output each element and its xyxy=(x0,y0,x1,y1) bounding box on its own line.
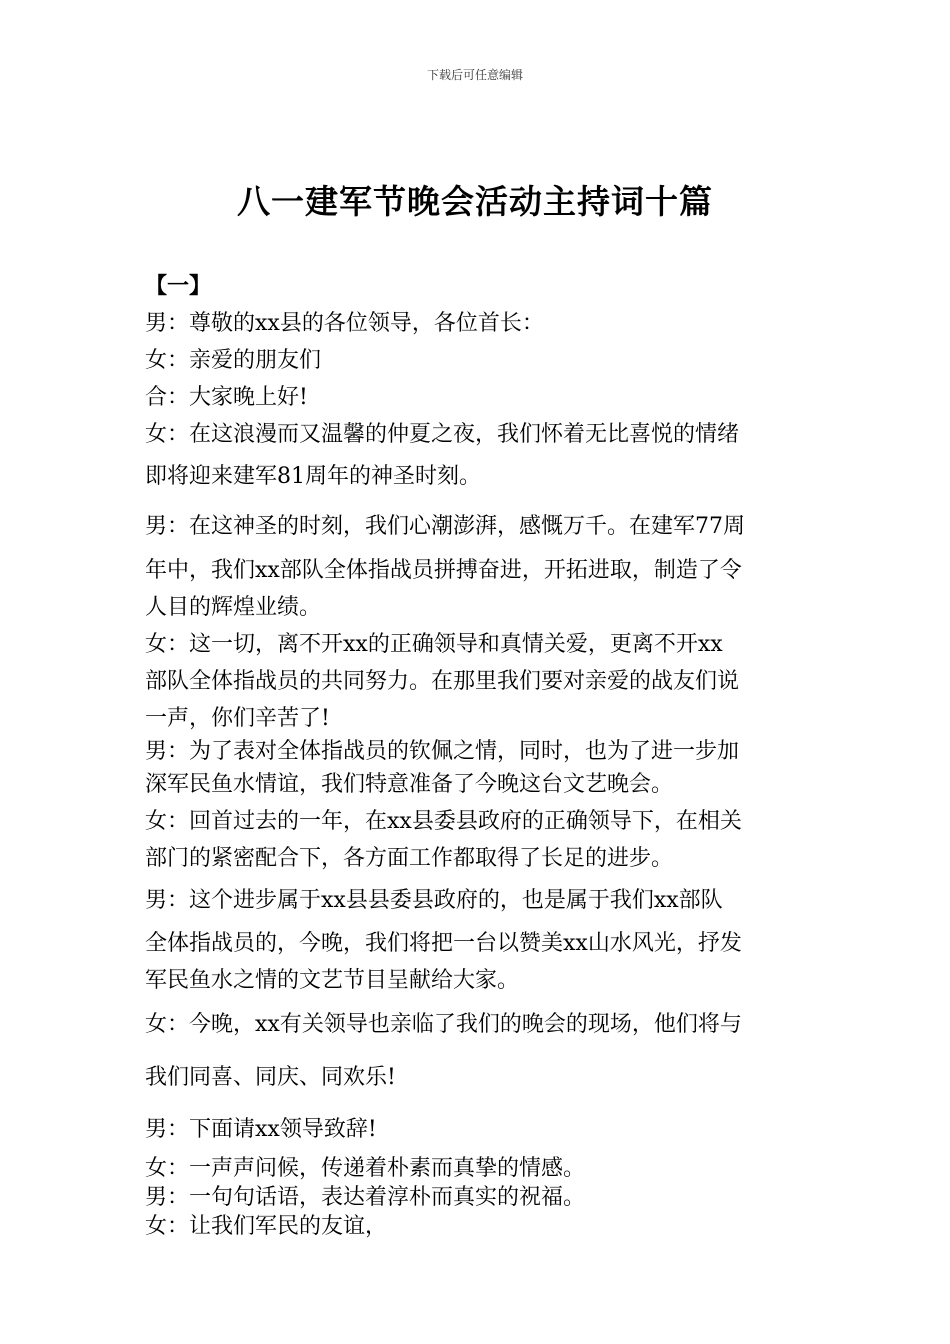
text-line: 我们同喜、同庆、同欢乐! xyxy=(145,1065,396,1090)
text-line: 年中，我们xx部队全体指战员拼搏奋进，开拓进取，制造了令 xyxy=(145,558,742,583)
text-line: 男：尊敬的xx县的各位领导，各位首长： xyxy=(145,311,544,336)
text-line: 男：这个进步属于xx县县委县政府的，也是属于我们xx部队 xyxy=(145,888,723,913)
text-line: 女：在这浪漫而又温馨的仲夏之夜，我们怀着无比喜悦的情绪 xyxy=(145,422,740,447)
text-line: 部队全体指战员的共同努力。在那里我们要对亲爱的战友们说 xyxy=(145,669,740,694)
text-line: 一声，你们辛苦了! xyxy=(145,706,330,731)
text-line: 女：一声声问候，传递着朴素而真挚的情感。 xyxy=(145,1156,586,1181)
text-line: 男：一句句话语，表达着淳朴而真实的祝福。 xyxy=(145,1185,586,1210)
section-heading: 【一】 xyxy=(145,273,212,299)
document-body xyxy=(145,268,810,1241)
text-line: 男：在这神圣的时刻，我们心潮澎湃，感慨万千。在建军77周 xyxy=(145,514,745,539)
text-line: 全体指战员的，今晚，我们将把一台以赞美xx山水风光，抒发 xyxy=(145,931,742,956)
text-line: 男：为了表对全体指战员的钦佩之情，同时，也为了进一步加 xyxy=(145,739,740,764)
text-line: 深军民鱼水情谊，我们特意准备了今晚这台文艺晚会。 xyxy=(145,772,674,797)
text-line: 女：这一切，离不开xx的正确领导和真情关爱，更离不开xx xyxy=(145,632,723,657)
text-line: 人目的辉煌业绩。 xyxy=(145,595,322,620)
text-line: 女：回首过去的一年，在xx县委县政府的正确领导下，在相关 xyxy=(145,809,742,834)
text-line: 部门的紧密配合下，各方面工作都取得了长足的进步。 xyxy=(145,846,674,871)
document-title: 八一建军节晚会活动主持词十篇 xyxy=(237,182,713,221)
text-line: 军民鱼水之情的文艺节目呈献给大家。 xyxy=(145,968,520,993)
text-line: 女：亲爱的朋友们 xyxy=(145,348,322,373)
page-header-note: 下载后可任意编辑 xyxy=(426,68,523,82)
text-line: 男：下面请xx领导致辞! xyxy=(145,1117,377,1142)
text-line: 即将迎来建军81周年的神圣时刻。 xyxy=(145,464,481,489)
text-line: 女：让我们军民的友谊， xyxy=(145,1214,388,1239)
text-line: 合：大家晚上好! xyxy=(145,385,308,410)
text-line: 女：今晚，xx有关领导也亲临了我们的晚会的现场，他们将与 xyxy=(145,1012,742,1037)
